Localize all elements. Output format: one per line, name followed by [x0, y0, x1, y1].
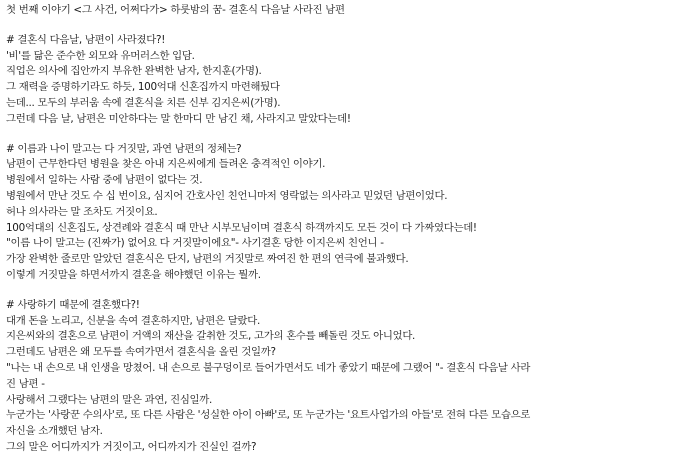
paragraph-line: 는데... 모두의 부러움 속에 결혼식을 치른 신부 김지은씨(가명). [6, 96, 281, 109]
article-title: 첫 번째 이야기 <그 사건, 어쩌다가> 하룻밤의 꿈- 결혼식 다음날 사라진 남편 [6, 4, 345, 16]
paragraph-line: 그런데도 남편은 왜 모두를 속여가면서 결혼식을 올린 것일까? [6, 346, 276, 359]
paragraph-line: 병원에서 일하는 사람 중에 남편이 없다는 것. [6, 174, 203, 187]
spacer [6, 19, 700, 33]
section-disappearance [6, 33, 700, 128]
section-love [6, 298, 700, 456]
paragraph-line: 직업은 의사에 집안까지 부유한 완벽한 남자, 한지훈(가명). [6, 65, 262, 78]
quote-line: "나는 내 손으로 내 인생을 망쳤어. 내 손으로 불구덩이로 들어가면서도 네가 좋았기 때문에 그랬어 "- 결혼식 다음날 사라 [6, 361, 531, 374]
paragraph-line: 남편이 근무한다던 병원을 찾은 아내 지은씨에게 들려온 충격적인 이야기. [6, 158, 326, 171]
paragraph-line: 그의 말은 어디까지가 거짓이고, 어디까지가 진실인 걸까? [6, 440, 257, 453]
section-identity [6, 142, 700, 284]
paragraph-line: 그런데 다음 날, 남편은 미안하다는 말 한마디 만 남긴 채, 사라지고 말았다는데! [6, 112, 351, 125]
paragraph-line: 이렇게 거짓말을 하면서까지 결혼을 해야했던 이유는 뭘까. [6, 268, 261, 281]
paragraph-line: 누군가는 '사랑꾼 수의사'로, 또 다른 사람은 '성실한 아이 아빠'로, 또 누군가는 '요트사업가의 아들'로 전혀 다른 모습으로 [6, 409, 531, 422]
paragraph-line: '비'를 닮은 준수한 외모와 유머러스한 입담. [6, 49, 195, 62]
spacer [6, 284, 700, 298]
paragraph-line: 대개 돈을 노리고, 신분을 속여 결혼하지만, 남편은 달랐다. [6, 314, 260, 327]
quote-line: "이름 나이 말고는 (진짜가) 없어요 다 거짓말이에요"- 사기결혼 당한 이지은씨 친언니 - [6, 237, 384, 250]
section-heading: # 사랑하기 때문에 결혼했다?! [6, 298, 140, 311]
paragraph-line: 가장 완벽한 줄로만 알았던 결혼식은 단지, 남편의 거짓말로 짜여진 한 편의 연극에 불과했다. [6, 253, 409, 266]
paragraph-line: 사랑해서 그랬다는 남편의 말은 과연, 진심일까. [6, 393, 213, 406]
paragraph-line: 병원에서 만난 것도 수 십 번이요, 심지어 간호사인 친언니마저 영락없는 의사라고 믿었던 남편이었다. [6, 189, 448, 202]
section-heading: # 결혼식 다음날, 남편이 사라졌다?! [6, 33, 166, 46]
quote-line: 진 남편 - [6, 377, 45, 390]
section-heading: # 이름과 나이 말고는 다 거짓말, 과연 남편의 정체는? [6, 142, 242, 155]
paragraph-line: 100억대의 신혼집도, 상견례와 결혼식 때 만난 시부모님이며 결혼식 하객까지도 모든 것이 다 가짜였다는데! [6, 221, 477, 234]
paragraph-line: 허나 의사라는 말 조차도 거짓이요. [6, 205, 158, 218]
spacer [6, 128, 700, 142]
paragraph-line: 자신을 소개했던 남자. [6, 425, 103, 438]
paragraph-line: 그 재력을 증명하기라도 하듯, 100억대 신혼집까지 마련해뒀다 [6, 81, 280, 94]
paragraph-line: 지은씨와의 결혼으로 남편이 거액의 재산을 갈취한 것도, 고가의 혼수를 빼돌린 것도 아니었다. [6, 330, 416, 343]
